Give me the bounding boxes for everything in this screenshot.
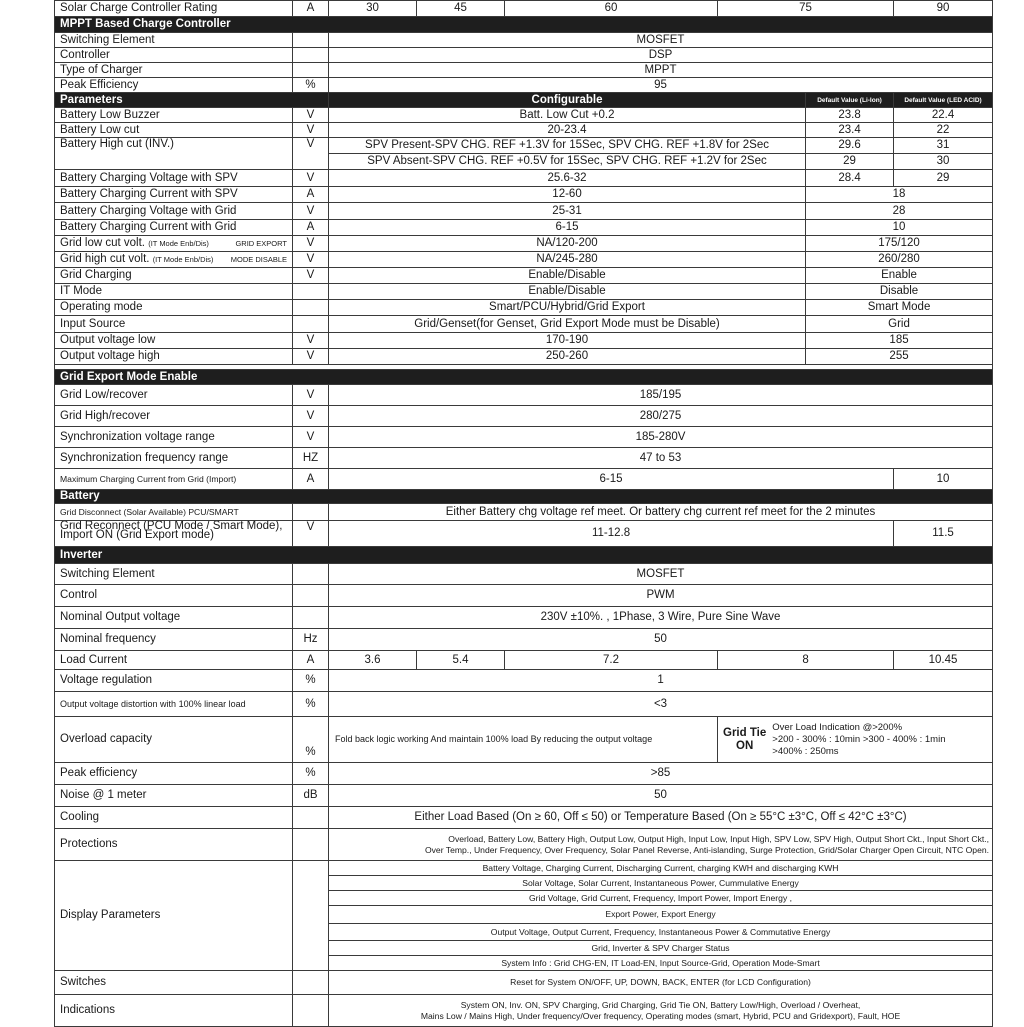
- row-inv-control: [55, 585, 993, 607]
- row-value: MOSFET: [329, 33, 993, 48]
- row-value: 170-190: [329, 333, 806, 349]
- row-value: Grid/Genset(for Genset, Grid Export Mode must be Disable): [329, 316, 806, 333]
- row-value: Either Load Based (On ≥ 60, Off ≤ 50) or Temperature Based (On ≥ 55°C ±3°C, Off ≤ 42°C ±3°C): [329, 807, 993, 829]
- default-value: Grid: [806, 316, 993, 333]
- indications-line-1: System ON, Inv. ON, SPV Charging, Grid Charging, Grid Tie ON, Battery Low/High, Overload / Overheat,: [460, 999, 861, 1010]
- row-unit: %: [293, 78, 329, 93]
- label-line-2: Import ON (Grid Export mode): [60, 529, 215, 541]
- default-lead: 29: [894, 170, 993, 187]
- default-li: 29: [806, 154, 894, 170]
- default-lead-header: Default Value (LED ACID): [894, 93, 993, 108]
- row-value: Enable/Disable: [329, 284, 806, 300]
- row-value: 20-23.4: [329, 123, 806, 138]
- row-protections: [55, 829, 993, 861]
- default-lead: 22: [894, 123, 993, 138]
- row-cooling: [55, 807, 993, 829]
- row-label: Synchronization frequency range: [55, 448, 293, 469]
- row-label: Grid Low/recover: [55, 385, 293, 406]
- row-grid-low-cut: [55, 236, 993, 252]
- row-label: Switching Element: [55, 33, 293, 48]
- load-current-3: 7.2: [505, 651, 718, 670]
- default-value: 10: [806, 220, 993, 236]
- row-unit: A: [293, 469, 329, 490]
- row-unit: V: [293, 236, 329, 252]
- row-label: [55, 236, 293, 252]
- row-value: 250-260: [329, 349, 806, 365]
- row-unit: V: [293, 268, 329, 284]
- protections-line-2: Over Temp., Under Frequency, Over Frequency, Solar Panel Reverse, Anti-islanding, Surge Protection, Grid/Solar Charger Open Circuit, NTC Open.: [424, 844, 990, 855]
- row-indications: [55, 995, 993, 1027]
- row-value-spv-present: SPV Present-SPV CHG. REF +1.3V for 15Sec, SPV CHG. REF +1.8V for 2Sec: [329, 138, 806, 154]
- row-value: MPPT: [329, 63, 993, 78]
- row-label: Synchronization voltage range: [55, 427, 293, 448]
- row-value: Batt. Low Cut +0.2: [329, 108, 806, 123]
- row-switches: [55, 971, 993, 995]
- row-value: 50: [329, 629, 993, 651]
- label-line-1: Grid Reconnect (PCU Mode / Smart Mode),: [60, 520, 283, 532]
- row-mppt-efficiency: [55, 78, 993, 93]
- default-value: 11.5: [894, 521, 993, 547]
- row-label: Output voltage low: [55, 333, 293, 349]
- row-unit: V: [293, 385, 329, 406]
- row-unit: V: [293, 108, 329, 123]
- row-label: Controller: [55, 48, 293, 63]
- row-value: PWM: [329, 585, 993, 607]
- default-value: 185: [806, 333, 993, 349]
- configurable-header: Configurable: [329, 93, 806, 108]
- row-value: 6-15: [329, 220, 806, 236]
- row-label: Grid High/recover: [55, 406, 293, 427]
- row-label: Battery Charging Voltage with SPV: [55, 170, 293, 187]
- row-unit: V: [293, 170, 329, 187]
- default-value: Disable: [806, 284, 993, 300]
- row-peak-efficiency: [55, 763, 993, 785]
- row-label: Switching Element: [55, 564, 293, 585]
- row-sync-frequency: [55, 448, 993, 469]
- row-label: [55, 521, 293, 547]
- row-battery-low-buzzer: [55, 108, 993, 123]
- row-unit: A: [293, 1, 329, 17]
- row-label: Battery Charging Current with SPV: [55, 187, 293, 203]
- default-value: 18: [806, 187, 993, 203]
- section-title: Grid Export Mode Enable: [55, 370, 993, 385]
- row-value: 25.6-32: [329, 170, 806, 187]
- default-li: 28.4: [806, 170, 894, 187]
- row-output-low: [55, 333, 993, 349]
- row-label: Type of Charger: [55, 63, 293, 78]
- default-lead: 22.4: [894, 108, 993, 123]
- display-line: Grid Voltage, Grid Current, Frequency, Import Power, Import Energy ,: [329, 891, 993, 906]
- grid-tie-label: Grid Tie ON: [723, 726, 767, 752]
- row-value: NA/245-280: [329, 252, 806, 268]
- row-mppt-switching: [55, 33, 993, 48]
- row-value: NA/120-200: [329, 236, 806, 252]
- row-unit: V: [293, 123, 329, 138]
- row-value: Enable/Disable: [329, 268, 806, 284]
- row-label: Control: [55, 585, 293, 607]
- row-unit: A: [293, 651, 329, 670]
- row-value: 12-60: [329, 187, 806, 203]
- row-unit: [293, 564, 329, 585]
- row-label: Solar Charge Controller Rating: [55, 1, 293, 17]
- row-label: [55, 252, 293, 268]
- section-title: Parameters: [55, 93, 329, 108]
- row-grid-reconnect: [55, 521, 993, 547]
- section-parameters: [55, 93, 993, 108]
- row-unit: %: [293, 717, 329, 763]
- row-unit: [293, 995, 329, 1027]
- row-unit: [293, 607, 329, 629]
- row-unit: [293, 585, 329, 607]
- load-current-4: 8: [718, 651, 894, 670]
- label-side: GRID EXPORT: [235, 239, 287, 248]
- row-unit: V: [293, 427, 329, 448]
- row-value: 50: [329, 785, 993, 807]
- row-voltage-regulation: [55, 670, 993, 692]
- row-mppt-type: [55, 63, 993, 78]
- row-unit: [293, 504, 329, 521]
- section-title: Inverter: [55, 547, 993, 564]
- display-line: Solar Voltage, Solar Current, Instantaneous Power, Cummulative Energy: [329, 876, 993, 891]
- grid-tie-overload: [718, 717, 993, 763]
- row-it-mode: [55, 284, 993, 300]
- row-grid-charging: [55, 268, 993, 284]
- row-value: 25-31: [329, 203, 806, 220]
- row-value: 47 to 53: [329, 448, 993, 469]
- row-unit: [293, 33, 329, 48]
- row-output-distortion: [55, 692, 993, 717]
- row-label: Peak Efficiency: [55, 78, 293, 93]
- row-value: 185-280V: [329, 427, 993, 448]
- row-chg-curr-grid: [55, 220, 993, 236]
- row-value: 95: [329, 78, 993, 93]
- row-unit: V: [293, 406, 329, 427]
- row-label: Output voltage high: [55, 349, 293, 365]
- grid-tie-description: Over Load Indication @>200% >200 - 300% : 10min >300 - 400% : 1min >400% : 250ms: [772, 721, 946, 757]
- default-value: 255: [806, 349, 993, 365]
- indications-line-2: Mains Low / Mains High, Under frequency/Over frequency, Operating modes (smart, Hybrid, PCU and Gridexport), Fault, HOE: [420, 1010, 901, 1021]
- row-load-current: [55, 651, 993, 670]
- row-unit: V: [293, 203, 329, 220]
- row-chg-volt-spv: [55, 170, 993, 187]
- row-label: Nominal frequency: [55, 629, 293, 651]
- row-unit: [293, 861, 329, 971]
- row-label: Nominal Output voltage: [55, 607, 293, 629]
- row-value: DSP: [329, 48, 993, 63]
- row-unit: %: [293, 670, 329, 692]
- row-unit: %: [293, 692, 329, 717]
- display-line: System Info : Grid CHG-EN, IT Load-EN, Input Source-Grid, Operation Mode-Smart: [329, 956, 993, 971]
- display-line: Output Voltage, Output Current, Frequency, Instantaneous Power & Commutative Energy: [329, 924, 993, 941]
- row-label: Noise @ 1 meter: [55, 785, 293, 807]
- default-value: 175/120: [806, 236, 993, 252]
- row-grid-high-recover: [55, 406, 993, 427]
- default-lead: 30: [894, 154, 993, 170]
- row-value: Either Battery chg voltage ref meet. Or battery chg current ref meet for the 2 minutes: [329, 504, 993, 521]
- row-unit: V: [293, 333, 329, 349]
- row-label: Output voltage distortion with 100% linear load: [55, 692, 293, 717]
- row-unit: [293, 284, 329, 300]
- row-value: 6-15: [329, 469, 894, 490]
- row-unit: [293, 807, 329, 829]
- default-li: 23.8: [806, 108, 894, 123]
- section-mppt: [55, 17, 993, 33]
- row-overload-capacity: [55, 717, 993, 763]
- row-unit: [293, 316, 329, 333]
- label-main: Grid low cut volt. (IT Mode Enb/Dis): [60, 237, 209, 249]
- rating-90: 90: [894, 1, 993, 17]
- row-label: Peak efficiency: [55, 763, 293, 785]
- row-value: [329, 995, 993, 1027]
- row-value: 280/275: [329, 406, 993, 427]
- spec-table: [54, 0, 993, 1027]
- row-grid-low-recover: [55, 385, 993, 406]
- display-line: Battery Voltage, Charging Current, Discharging Current, charging KWH and discharging KWH: [329, 861, 993, 876]
- row-label: Cooling: [55, 807, 293, 829]
- section-battery: [55, 490, 993, 504]
- protections-line-1: Overload, Battery Low, Battery High, Output Low, Output High, Input Low, Input High, SPV Low, SPV High, Output Short Ckt., Input Short Ckt.,: [448, 833, 990, 844]
- row-unit: A: [293, 220, 329, 236]
- row-label: Protections: [55, 829, 293, 861]
- row-value: [329, 829, 993, 861]
- row-value: Reset for System ON/OFF, UP, DOWN, BACK, ENTER (for LCD Configuration): [329, 971, 993, 995]
- label-side: MODE DISABLE: [230, 255, 287, 264]
- row-value: 1: [329, 670, 993, 692]
- default-value: 28: [806, 203, 993, 220]
- default-li-header: Default Value (Li-Ion): [806, 93, 894, 108]
- default-value: Smart Mode: [806, 300, 993, 316]
- row-unit: [293, 300, 329, 316]
- rating-60: 60: [505, 1, 718, 17]
- row-output-high: [55, 349, 993, 365]
- row-grid-disconnect: [55, 504, 993, 521]
- default-li: 29.6: [806, 138, 894, 154]
- load-current-5: 10.45: [894, 651, 993, 670]
- row-label: Input Source: [55, 316, 293, 333]
- row-value: Fold back logic working And maintain 100% load By reducing the output voltage: [329, 717, 718, 763]
- row-chg-volt-grid: [55, 203, 993, 220]
- row-unit: dB: [293, 785, 329, 807]
- section-title: Battery: [55, 490, 993, 504]
- row-unit: [293, 63, 329, 78]
- row-unit: [293, 829, 329, 861]
- default-value: 260/280: [806, 252, 993, 268]
- row-label: Voltage regulation: [55, 670, 293, 692]
- display-line: Grid, Inverter & SPV Charger Status: [329, 941, 993, 956]
- row-unit: [293, 971, 329, 995]
- row-label: Grid Disconnect (Solar Available) PCU/SMART: [55, 504, 293, 521]
- row-label: Maximum Charging Current from Grid (Import): [55, 469, 293, 490]
- row-unit: V: [293, 521, 329, 547]
- row-label: Battery Low Buzzer: [55, 108, 293, 123]
- row-unit: HZ: [293, 448, 329, 469]
- row-value: <3: [329, 692, 993, 717]
- row-noise: [55, 785, 993, 807]
- row-mppt-controller: [55, 48, 993, 63]
- row-label: Switches: [55, 971, 293, 995]
- row-chg-curr-spv: [55, 187, 993, 203]
- row-label: IT Mode: [55, 284, 293, 300]
- row-label: Battery Charging Voltage with Grid: [55, 203, 293, 220]
- row-value: >85: [329, 763, 993, 785]
- row-grid-high-cut: [55, 252, 993, 268]
- section-inverter: [55, 547, 993, 564]
- row-battery-low-cut: [55, 123, 993, 138]
- row-unit: V: [293, 138, 329, 170]
- row-value-spv-absent: SPV Absent-SPV CHG. REF +0.5V for 15Sec, SPV CHG. REF +1.2V for 2Sec: [329, 154, 806, 170]
- row-inv-nominal-frequency: [55, 629, 993, 651]
- row-label: Battery High cut (INV.): [55, 138, 293, 170]
- default-li: 23.4: [806, 123, 894, 138]
- row-label: Indications: [55, 995, 293, 1027]
- row-display-1: [55, 861, 993, 876]
- row-sync-voltage: [55, 427, 993, 448]
- row-unit: [293, 48, 329, 63]
- row-value: MOSFET: [329, 564, 993, 585]
- load-current-1: 3.6: [329, 651, 417, 670]
- row-label: Battery Charging Current with Grid: [55, 220, 293, 236]
- row-label: Battery Low cut: [55, 123, 293, 138]
- row-label: Grid Charging: [55, 268, 293, 284]
- row-battery-high-cut: [55, 138, 993, 154]
- row-value: 11-12.8: [329, 521, 894, 547]
- row-label: Load Current: [55, 651, 293, 670]
- default-value: 10: [894, 469, 993, 490]
- label-main: Grid high cut volt. (IT Mode Enb/Dis): [60, 253, 214, 265]
- row-unit: Hz: [293, 629, 329, 651]
- row-unit: %: [293, 763, 329, 785]
- row-operating-mode: [55, 300, 993, 316]
- row-solar-rating: [55, 1, 993, 17]
- default-lead: 31: [894, 138, 993, 154]
- row-unit: V: [293, 252, 329, 268]
- row-unit: A: [293, 187, 329, 203]
- row-label: Display Parameters: [55, 861, 293, 971]
- section-title: MPPT Based Charge Controller: [55, 17, 993, 33]
- row-unit: V: [293, 349, 329, 365]
- section-grid-export: [55, 370, 993, 385]
- row-value: 230V ±10%. , 1Phase, 3 Wire, Pure Sine Wave: [329, 607, 993, 629]
- row-label: Operating mode: [55, 300, 293, 316]
- row-max-charging-import: [55, 469, 993, 490]
- row-inv-nominal-voltage: [55, 607, 993, 629]
- rating-75: 75: [718, 1, 894, 17]
- load-current-2: 5.4: [417, 651, 505, 670]
- rating-45: 45: [417, 1, 505, 17]
- rating-30: 30: [329, 1, 417, 17]
- row-input-source: [55, 316, 993, 333]
- row-value: Smart/PCU/Hybrid/Grid Export: [329, 300, 806, 316]
- default-value: Enable: [806, 268, 993, 284]
- display-line: Export Power, Export Energy: [329, 906, 993, 924]
- row-inv-switching: [55, 564, 993, 585]
- row-value: 185/195: [329, 385, 993, 406]
- row-label: Overload capacity: [55, 717, 293, 763]
